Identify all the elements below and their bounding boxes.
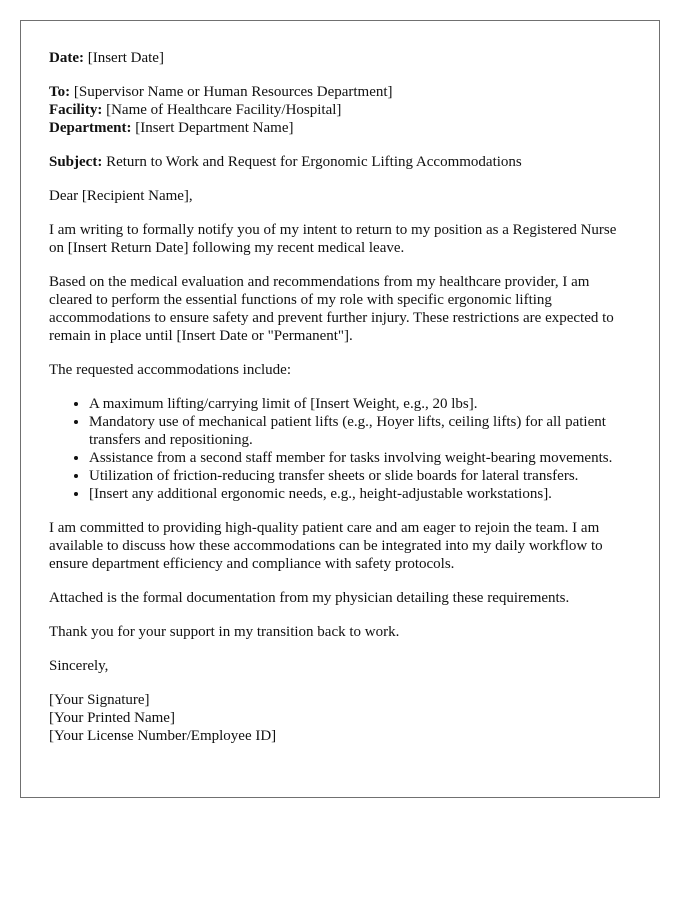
to-value: [Supervisor Name or Human Resources Department] <box>73 84 393 100</box>
thanks-paragraph: Thank you for your support in my transition back to work. <box>49 624 400 640</box>
subject-label: Subject: <box>49 154 103 170</box>
facility-label: Facility: <box>49 102 103 118</box>
accommodations-list <box>49 395 631 503</box>
valediction: Sincerely, <box>49 658 109 674</box>
list-item: • Utilization of friction-reducing transfer sheets or slide boards for lateral transfers. <box>89 467 631 485</box>
subject-value: Return to Work and Request for Ergonomic Lifting Accommodations <box>106 154 522 170</box>
commitment-paragraph: I am committed to providing high-quality patient care and am eager to rejoin the team. I am available to discuss how these accommodations can be integrated into my daily workflow to ensure department efficiency and compliance with safety protocols. <box>49 520 603 572</box>
signature-line: [Your Signature] <box>49 692 150 708</box>
department-value: [Insert Department Name] <box>135 120 294 136</box>
subject-line <box>49 153 631 171</box>
date-line <box>49 49 631 67</box>
medical-paragraph: Based on the medical evaluation and recommendations from my healthcare provider, I am cleared to perform the essential functions of my role with specific ergonomic lifting accommodations to ensure safety and prevent further injury. These restrictions are expected to remain in place until [Insert Date or "Permanent"]. <box>49 274 614 344</box>
recipient-block <box>49 83 631 137</box>
accommodations-intro: The requested accommodations include: <box>49 362 291 378</box>
attachment-paragraph: Attached is the formal documentation from my physician detailing these requirements. <box>49 590 570 606</box>
list-item: • Mandatory use of mechanical patient lifts (e.g., Hoyer lifts, ceiling lifts) for all patient transfers and repositioning. <box>89 413 631 449</box>
printed-name-line: [Your Printed Name] <box>49 710 175 726</box>
to-label: To: <box>49 84 71 100</box>
list-item: • Assistance from a second staff member for tasks involving weight-bearing movements. <box>89 449 631 467</box>
facility-value: [Name of Healthcare Facility/Hospital] <box>106 102 342 118</box>
date-value: [Insert Date] <box>87 50 164 66</box>
intro-paragraph: I am writing to formally notify you of my intent to return to my position as a Registered Nurse on [Insert Return Date] following my recent medical leave. <box>49 222 617 256</box>
date-label: Date: <box>49 50 84 66</box>
department-label: Department: <box>49 120 132 136</box>
signature-block <box>49 691 631 745</box>
license-line: [Your License Number/Employee ID] <box>49 728 277 744</box>
list-item: • A maximum lifting/carrying limit of [Insert Weight, e.g., 20 lbs]. <box>89 395 631 413</box>
list-item: • [Insert any additional ergonomic needs, e.g., height-adjustable workstations]. <box>89 485 631 503</box>
letter-document <box>20 20 660 798</box>
salutation: Dear [Recipient Name], <box>49 188 193 204</box>
